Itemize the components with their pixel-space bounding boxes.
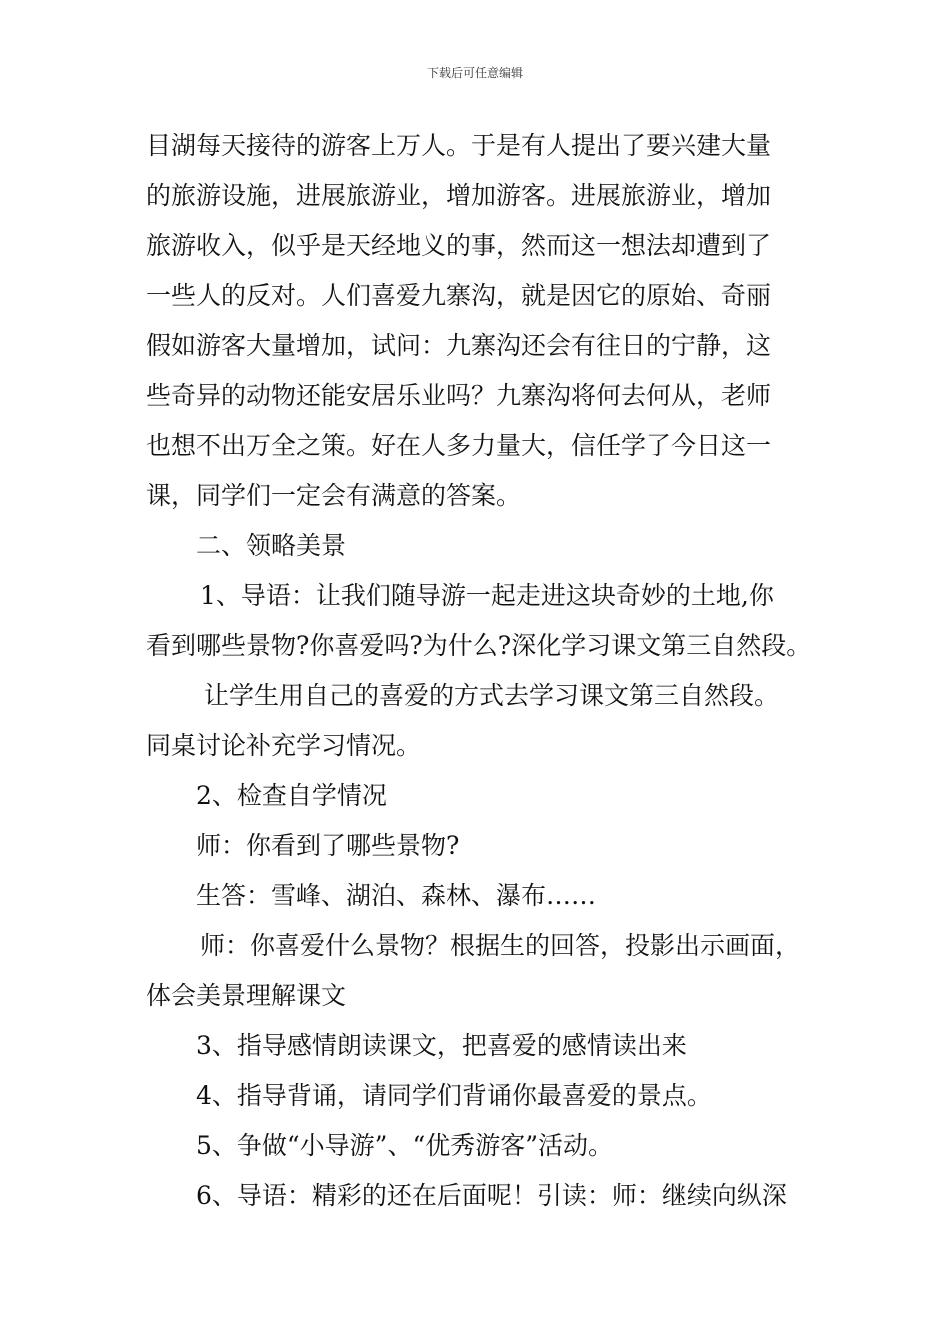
text-line: 的旅游设施，进展旅游业，增加游客。进展旅游业，增加 (146, 181, 772, 210)
text-line: 课，同学们一定会有满意的答案。 (146, 481, 522, 510)
text-line: 旅游收入，似乎是天经地义的事，然而这一想法却遭到了 (146, 231, 772, 260)
text-line: 体会美景理解课文 (146, 981, 347, 1010)
section-heading: 二、领略美景 (196, 531, 347, 560)
text-line: 6、导语：精彩的还在后面呢！引读：师：继续向纵深 (196, 1181, 787, 1210)
text-line: 4、指导背诵，请同学们背诵你最喜爱的景点。 (196, 1081, 712, 1110)
text-line: 让学生用自己的喜爱的方式去学习课文第三自然段。 (204, 681, 780, 710)
text-line: 2、检查自学情况 (196, 781, 387, 810)
text-line: 师：你喜爱什么景物？根据生的回答，投影出示画面， (200, 931, 801, 960)
page-header: 下载后可任意编辑 (426, 66, 523, 80)
text-line: 1、导语：让我们随导游一起走进这块奇妙的土地,你 (200, 581, 774, 610)
text-line: 同桌讨论补充学习情况。 (146, 731, 422, 760)
text-line: 看到哪些景物?你喜爱吗?为什么?深化学习课文第三自然段。 (146, 631, 812, 660)
text-line: 生答：雪峰、湖泊、森林、瀑布…… (196, 881, 597, 910)
text-line: 也想不出万全之策。好在人多力量大，信任学了今日这一 (146, 431, 772, 460)
text-line: 5、争做“小导游”、“优秀游客”活动。 (196, 1131, 614, 1160)
text-line: 一些人的反对。人们喜爱九寨沟，就是因它的原始、奇丽 (146, 281, 772, 310)
text-line: 3、指导感情朗读课文，把喜爱的感情读出来 (196, 1031, 687, 1060)
text-line: 些奇异的动物还能安居乐业吗？九寨沟将何去何从，老师 (146, 381, 772, 410)
text-line: 假如游客大量增加，试问：九寨沟还会有往日的宁静，这 (146, 331, 772, 360)
text-line: 师：你看到了哪些景物? (196, 831, 460, 860)
text-line: 目湖每天接待的游客上万人。于是有人提出了要兴建大量 (146, 131, 772, 160)
